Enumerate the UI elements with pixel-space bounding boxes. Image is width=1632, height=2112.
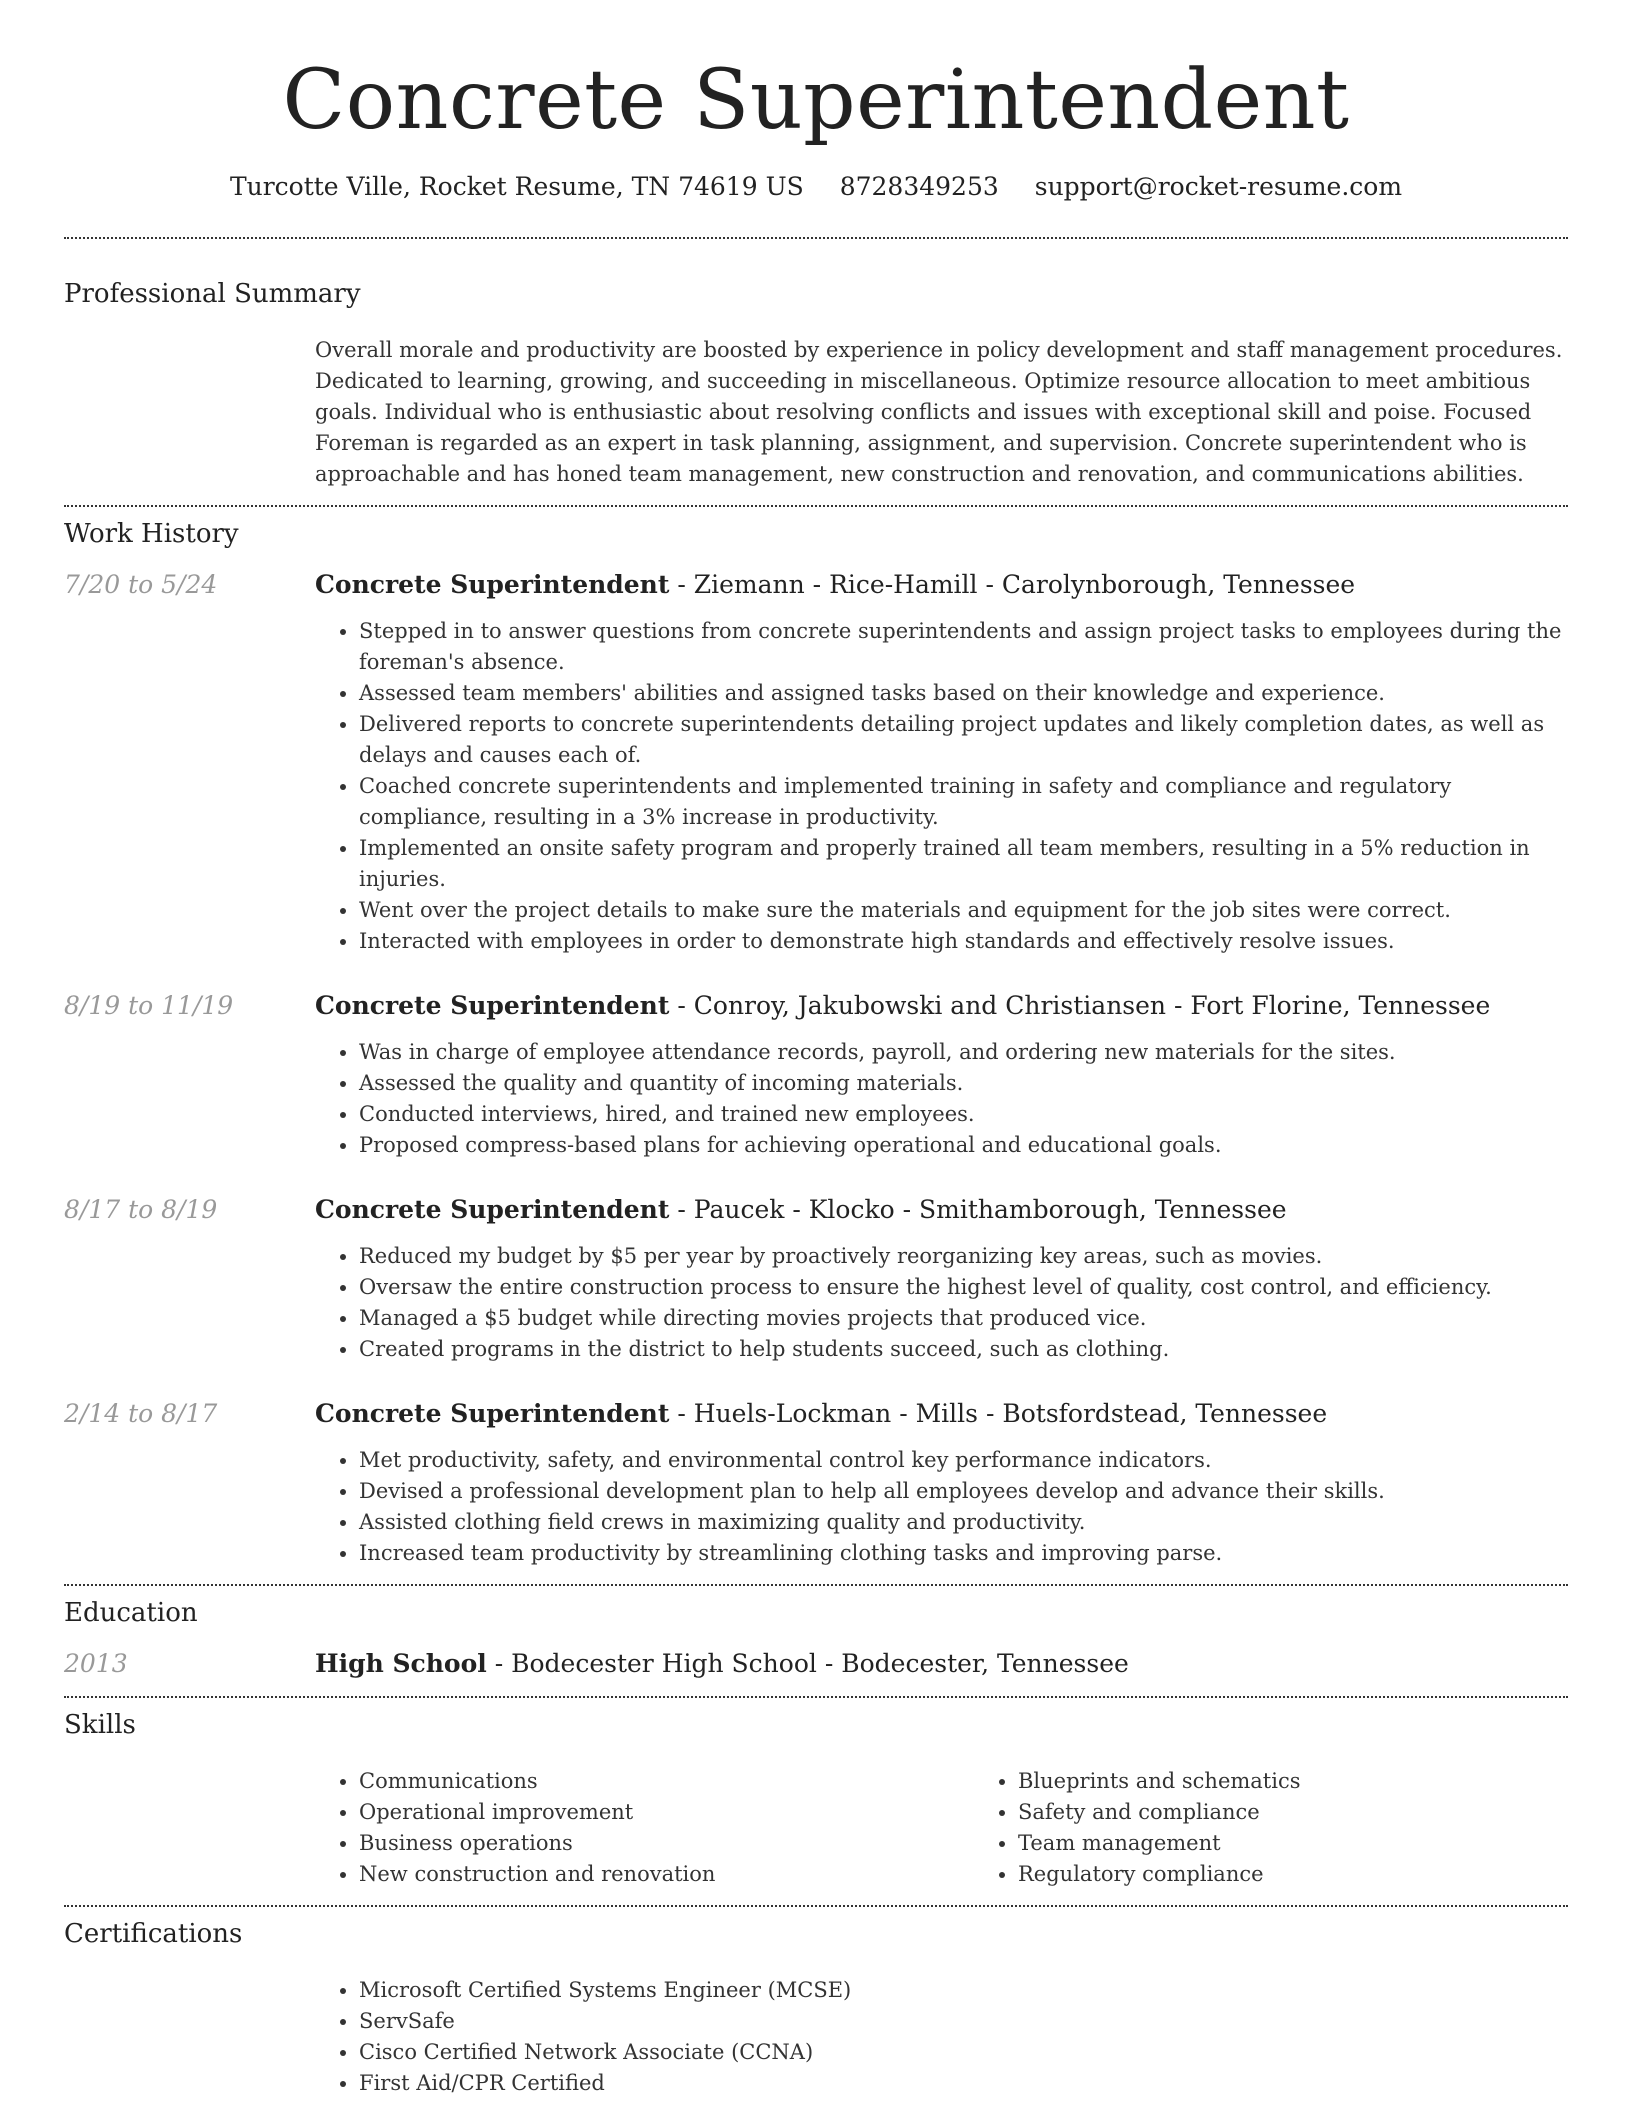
skill-item: • Operational improvement — [359, 1797, 974, 1828]
skill-item: • New construction and renovation — [359, 1859, 974, 1890]
education-year: 2013 — [64, 1649, 128, 1679]
job-employer-location: - Conroy, Jakubowski and Christiansen - Fort Florine, Tennessee — [669, 991, 1491, 1021]
job-entry — [64, 1399, 1568, 1569]
job-dates: 2/14 to 8/17 — [64, 1399, 218, 1429]
job-bullets — [315, 1241, 1568, 1365]
certification-item: • ServSafe — [359, 2006, 1568, 2037]
job-bullet: • Devised a professional development plan to help all employees develop and advance their skills. — [359, 1476, 1568, 1507]
contact-line — [64, 172, 1568, 201]
job-title — [315, 1195, 1568, 1224]
contact-address: Turcotte Ville, Rocket Resume, TN 74619 US — [229, 172, 804, 202]
certifications-section — [64, 1907, 1568, 2099]
job-title — [315, 1399, 1568, 1428]
job-title — [315, 570, 1568, 599]
job-bullets — [315, 1037, 1568, 1161]
job-bullet: • Oversaw the entire construction process to ensure the highest level of quality, cost control, and efficiency. — [359, 1272, 1568, 1303]
summary-text: Overall morale and productivity are boosted by experience in policy development and staff management procedures. Dedicated to learning, growing, and succeeding in miscellaneous. Optimize resource allocation to meet ambitious goals. Individual who is enthusiastic about resolving conflicts and issues with exceptional skill and poise. Focused Foreman is regarded as an expert in task planning, assignment, and supervision. Concrete superintendent who is approachable and has honed team management, new construction and renovation, and communications abilities. — [315, 338, 1563, 487]
section-title-education: Education — [64, 1598, 198, 1629]
job-role: Concrete Superintendent — [315, 570, 670, 600]
section-title-work: Work History — [64, 519, 239, 550]
skills-list-right — [974, 1766, 1632, 1890]
job-bullet: • Went over the project details to make sure the materials and equipment for the job sites were correct. — [359, 895, 1568, 926]
contact-phone: 8728349253 — [839, 172, 999, 202]
job-bullet: • Reduced my budget by $5 per year by proactively reorganizing key areas, such as movies. — [359, 1241, 1568, 1272]
job-bullet: • Stepped in to answer questions from concrete superintendents and assign project tasks to employees during the foreman's absence. — [359, 616, 1568, 678]
job-bullet: • Met productivity, safety, and environmental control key performance indicators. — [359, 1445, 1568, 1476]
job-bullet: • Proposed compress-based plans for achieving operational and educational goals. — [359, 1130, 1568, 1161]
job-bullet: • Created programs in the district to help students succeed, such as clothing. — [359, 1334, 1568, 1365]
resume-name: Concrete Superintendent — [282, 53, 1350, 148]
section-title-skills: Skills — [64, 1710, 136, 1741]
education-degree: High School — [315, 1649, 487, 1679]
certifications-list — [315, 1975, 1568, 2099]
job-dates: 7/20 to 5/24 — [64, 570, 218, 600]
job-bullet: • Assisted clothing field crews in maximizing quality and productivity. — [359, 1507, 1568, 1538]
job-bullet: • Coached concrete superintendents and implemented training in safety and compliance and regulatory compliance, resulting in a 3% increase in productivity. — [359, 771, 1568, 833]
job-bullets — [315, 616, 1568, 957]
certification-item: • Cisco Certified Network Associate (CCNA) — [359, 2037, 1568, 2068]
job-employer-location: - Ziemann - Rice-Hamill - Carolynborough, Tennessee — [669, 570, 1356, 600]
job-bullet: • Assessed team members' abilities and assigned tasks based on their knowledge and experience. — [359, 678, 1568, 709]
skill-item: • Team management — [1018, 1828, 1632, 1859]
job-bullet: • Interacted with employees in order to demonstrate high standards and effectively resolve issues. — [359, 926, 1568, 957]
job-entry — [64, 570, 1568, 957]
section-title-summary: Professional Summary — [64, 279, 361, 310]
job-employer-location: - Huels-Lockman - Mills - Botsfordstead, Tennessee — [669, 1399, 1328, 1429]
certification-item: • First Aid/CPR Certified — [359, 2068, 1568, 2099]
job-entry — [64, 1195, 1568, 1365]
job-role: Concrete Superintendent — [315, 1399, 670, 1429]
resume-page — [64, 0, 1568, 2099]
job-bullet: • Managed a $5 budget while directing movies projects that produced vice. — [359, 1303, 1568, 1334]
education-title — [315, 1649, 1568, 1678]
job-dates: 8/19 to 11/19 — [64, 991, 234, 1021]
skill-item: • Safety and compliance — [1018, 1797, 1632, 1828]
job-bullet: • Increased team productivity by streamlining clothing tasks and improving parse. — [359, 1538, 1568, 1569]
skill-item: • Business operations — [359, 1828, 974, 1859]
job-bullet: • Assessed the quality and quantity of incoming materials. — [359, 1068, 1568, 1099]
job-list — [64, 570, 1568, 1569]
skills-list-left — [315, 1766, 974, 1890]
job-bullet: • Delivered reports to concrete superintendents detailing project updates and likely completion dates, as well as delays and causes each of. — [359, 709, 1568, 771]
job-bullet: • Implemented an onsite safety program and properly trained all team members, resulting in a 5% reduction in injuries. — [359, 833, 1568, 895]
job-bullet: • Was in charge of employee attendance records, payroll, and ordering new materials for the sites. — [359, 1037, 1568, 1068]
job-bullets — [315, 1445, 1568, 1569]
job-bullet: • Conducted interviews, hired, and trained new employees. — [359, 1099, 1568, 1130]
work-history-section — [64, 507, 1568, 1584]
job-title — [315, 991, 1568, 1020]
skill-item: • Blueprints and schematics — [1018, 1766, 1632, 1797]
skill-item: • Communications — [359, 1766, 974, 1797]
education-detail: - Bodecester High School - Bodecester, Tennessee — [486, 1649, 1129, 1679]
job-dates: 8/17 to 8/19 — [64, 1195, 218, 1225]
summary-section — [64, 239, 1568, 505]
skill-item: • Regulatory compliance — [1018, 1859, 1632, 1890]
job-employer-location: - Paucek - Klocko - Smithamborough, Tennessee — [669, 1195, 1287, 1225]
contact-email: support@rocket-resume.com — [1034, 172, 1403, 202]
job-role: Concrete Superintendent — [315, 1195, 670, 1225]
job-entry — [64, 991, 1568, 1161]
education-section — [64, 1586, 1568, 1696]
job-role: Concrete Superintendent — [315, 991, 670, 1021]
certification-item: • Microsoft Certified Systems Engineer (MCSE) — [359, 1975, 1568, 2006]
section-title-certifications: Certifications — [64, 1919, 243, 1950]
skills-section — [64, 1698, 1568, 1905]
